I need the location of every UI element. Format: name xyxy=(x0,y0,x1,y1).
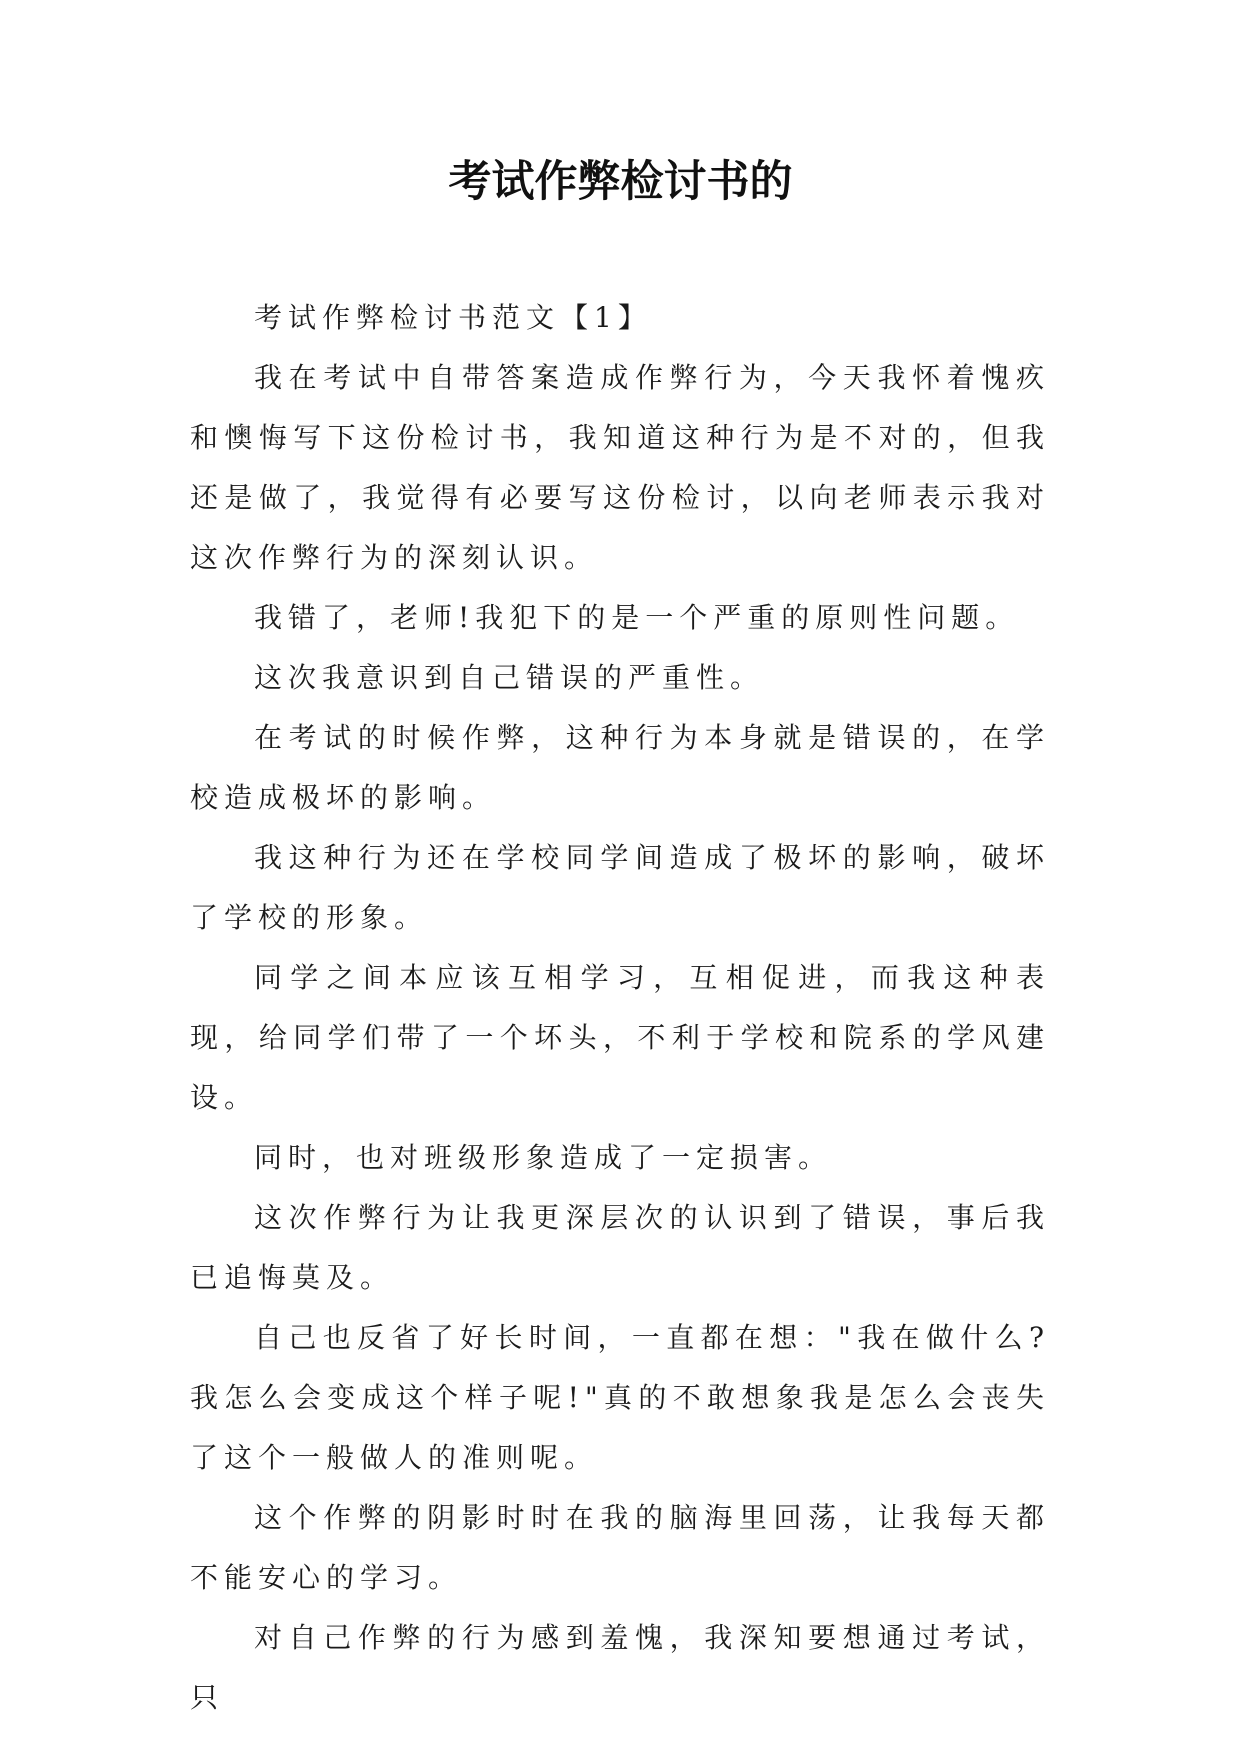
paragraph: 我这种行为还在学校同学间造成了极坏的影响，破坏了学校的形象。 xyxy=(190,841,1050,934)
paragraph: 同时，也对班级形象造成了一定损害。 xyxy=(254,1141,833,1174)
paragraph-heading: 考试作弊检讨书范文【1】 xyxy=(254,301,652,334)
document-body xyxy=(190,288,1050,1728)
paragraph: 我在考试中自带答案造成作弊行为，今天我怀着愧疚和懊悔写下这份检讨书，我知道这种行为是不对的，但我还是做了，我觉得有必要写这份检讨，以向老师表示我对这次作弊行为的深刻认识。 xyxy=(190,361,1050,574)
paragraph: 这次我意识到自己错误的严重性。 xyxy=(254,661,765,694)
paragraph: 同学之间本应该互相学习，互相促进，而我这种表现，给同学们带了一个坏头，不利于学校和院系的学风建设。 xyxy=(190,961,1050,1114)
paragraph: 在考试的时候作弊，这种行为本身就是错误的，在学校造成极坏的影响。 xyxy=(190,721,1050,814)
document-title: 考试作弊检讨书的 xyxy=(448,157,793,207)
paragraph: 这个作弊的阴影时时在我的脑海里回荡，让我每天都不能安心的学习。 xyxy=(190,1501,1050,1594)
paragraph: 对自己作弊的行为感到羞愧，我深知要想通过考试，只 xyxy=(190,1621,1050,1714)
paragraph: 这次作弊行为让我更深层次的认识到了错误，事后我已追悔莫及。 xyxy=(190,1201,1050,1294)
paragraph: 我错了，老师!我犯下的是一个严重的原则性问题。 xyxy=(254,601,1020,634)
paragraph: 自己也反省了好长时间，一直都在想："我在做什么?我怎么会变成这个样子呢!"真的不敢想象我是怎么会丧失了这个一般做人的准则呢。 xyxy=(190,1321,1050,1474)
